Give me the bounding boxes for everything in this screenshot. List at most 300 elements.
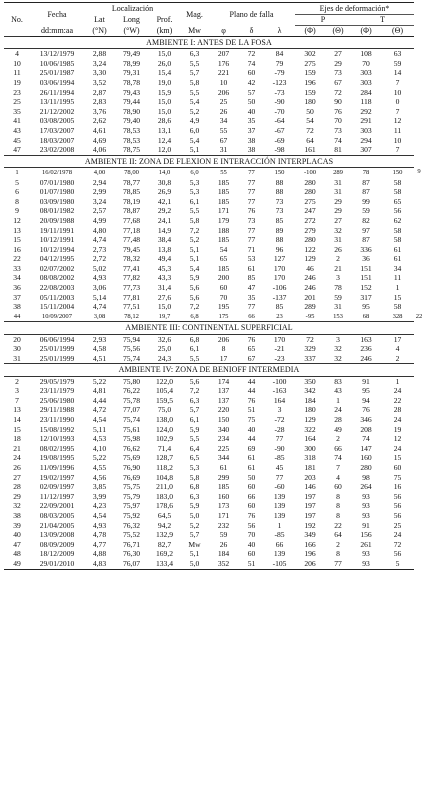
table-cell: 67	[247, 353, 256, 363]
table-cell: 76	[247, 334, 256, 344]
table-cell: -100	[272, 376, 287, 386]
table-cell: 2	[15, 376, 19, 386]
table-cell: 77	[247, 225, 256, 235]
table-cell: 280	[304, 177, 316, 187]
table-cell: 76,07	[115, 559, 148, 569]
col-fecha-format: dd:mm:aa	[30, 26, 84, 37]
table-cell: 88	[275, 177, 284, 187]
table-row	[4, 107, 424, 117]
col-t-phi: (Φ)	[351, 26, 381, 37]
table-cell: 79,31	[122, 68, 141, 78]
table-cell: 87	[362, 187, 370, 197]
table-cell: 5,9	[189, 273, 200, 283]
table-row	[4, 444, 424, 454]
table-cell: 40	[247, 424, 256, 434]
table-cell: 78,19	[122, 196, 141, 206]
table-row	[4, 226, 424, 236]
table-cell: 70	[334, 116, 342, 126]
table-cell: 280	[304, 235, 316, 245]
table-cell: 4,23	[92, 501, 107, 511]
table-cell: 77	[247, 302, 256, 312]
table-cell: 68	[362, 312, 370, 320]
table-cell: 88	[275, 235, 284, 245]
table-cell: 32	[334, 225, 342, 235]
table-cell: -106	[272, 283, 287, 293]
table-cell: 160	[360, 453, 372, 463]
table-cell: 25	[393, 520, 402, 530]
table-cell: 07/01/1980	[39, 177, 75, 187]
table-cell: 43,3	[157, 273, 172, 283]
table-cell: 58	[393, 187, 402, 197]
table-cell: 151	[360, 263, 372, 273]
table-row	[4, 68, 424, 78]
table-cell: 4,53	[92, 434, 107, 444]
table-cell: 22	[334, 520, 342, 530]
table-row	[4, 559, 424, 569]
table-cell: 47	[13, 145, 21, 155]
table-row	[4, 492, 424, 502]
table-cell: 39	[13, 520, 21, 530]
table-cell: 21/04/2005	[39, 520, 75, 530]
table-cell: 0	[395, 97, 400, 107]
table-row	[4, 312, 424, 322]
table-cell: 5,5	[189, 434, 200, 444]
table-cell: 75,74	[122, 353, 141, 363]
table-cell: 29/05/1979	[39, 376, 75, 386]
table-cell: 14,9	[157, 225, 172, 235]
table-cell: 344	[217, 453, 230, 463]
table-cell: 225	[217, 443, 230, 453]
table-cell: 156	[360, 530, 372, 540]
table-cell: 88	[275, 187, 284, 197]
table-cell: 164	[304, 434, 316, 444]
table-cell: 166	[304, 539, 316, 549]
table-cell: -85	[274, 453, 285, 463]
table-cell: 15,0	[157, 97, 172, 107]
table-cell: 66	[275, 539, 284, 549]
table-cell: 4,78	[92, 530, 107, 540]
table-cell: 60	[247, 501, 256, 511]
table-cell: 152	[360, 283, 372, 293]
table-cell: 71	[247, 244, 256, 254]
table-cell: 83	[334, 376, 342, 386]
table-cell: 328	[392, 312, 403, 320]
table-cell: 122,0	[155, 376, 174, 386]
table-cell: 4,54	[92, 415, 107, 424]
table-cell: 4,61	[92, 125, 107, 135]
table-cell: 129	[304, 254, 316, 264]
table-row	[4, 206, 424, 216]
table-cell: 5,5	[189, 206, 200, 216]
table-cell: 35	[247, 292, 256, 302]
table-cell: 75,79	[122, 491, 141, 501]
table-cell: 70	[219, 292, 228, 302]
table-cell: 56	[393, 549, 402, 559]
table-cell: 99	[362, 196, 370, 206]
table-cell: 5,22	[92, 453, 107, 463]
table-cell: 159	[304, 68, 316, 78]
section-2	[4, 155, 424, 322]
table-cell: 19,0	[157, 77, 172, 87]
table-cell: 4,77	[92, 539, 107, 549]
table-cell: 3,24	[92, 196, 107, 206]
table-cell: 28	[393, 405, 402, 415]
table-cell: 65	[247, 344, 256, 354]
table-cell: 3	[336, 334, 340, 344]
table-cell: 175	[218, 312, 229, 320]
table-cell: 188	[217, 225, 230, 235]
table-cell: 43	[13, 125, 21, 135]
table-cell: 72	[393, 539, 402, 549]
table-row	[4, 254, 424, 264]
table-cell: 4,9	[189, 116, 200, 126]
table-cell: -21	[274, 344, 285, 354]
table-cell: 25	[13, 97, 21, 107]
table-cell: 159,5	[155, 395, 174, 405]
table-cell: 6,1	[189, 344, 200, 354]
table-cell: 4,58	[92, 344, 107, 354]
table-cell: 78	[362, 168, 370, 176]
table-cell: 4,93	[92, 273, 107, 283]
table-cell: 66	[247, 491, 256, 501]
table-cell: 78,77	[122, 177, 141, 187]
table-cell: 133,4	[148, 559, 181, 569]
table-cell: 54	[219, 244, 228, 254]
col-t: T	[351, 15, 414, 26]
table-cell: 85	[275, 302, 284, 312]
table-cell: 7,2	[189, 302, 200, 312]
table-cell: 2	[336, 539, 340, 549]
col-lat: Lat	[94, 15, 105, 24]
table-cell: 13	[13, 405, 21, 415]
table-cell: 5,14	[92, 292, 107, 302]
table-cell: 76,90	[122, 462, 141, 472]
table-cell: 25,0	[157, 344, 172, 354]
table-cell: 54	[306, 116, 314, 126]
table-row	[4, 501, 424, 511]
table-cell: 336	[360, 244, 372, 254]
table-cell: 232	[217, 520, 230, 530]
table-cell: 29/11/1988	[39, 405, 75, 415]
table-cell: 15	[393, 453, 402, 463]
table-cell: 146	[304, 482, 316, 492]
table-row	[4, 178, 424, 188]
table-cell: 60	[393, 462, 402, 472]
col-no: No.	[4, 3, 30, 37]
table-cell: 2,93	[92, 334, 107, 344]
table-cell: 275	[304, 196, 316, 206]
table-cell: 11/12/1997	[39, 491, 75, 501]
table-cell: 37	[247, 125, 256, 135]
table-cell: 180	[304, 405, 316, 415]
table-cell: 78	[334, 283, 342, 293]
table-cell: 25/06/1980	[39, 395, 75, 405]
table-cell: 28	[334, 415, 342, 424]
table-cell: 5,3	[189, 462, 200, 472]
table-cell: 31	[334, 177, 342, 187]
table-cell: 22/09/2001	[39, 501, 75, 511]
table-cell: 3,24	[92, 58, 107, 68]
table-cell: 6,0	[190, 168, 199, 176]
table-cell: 38	[247, 145, 256, 155]
table-cell: 264	[360, 482, 372, 492]
table-cell: 3,85	[92, 482, 107, 492]
table-cell: 128,7	[155, 453, 174, 463]
table-cell: 9	[15, 206, 19, 216]
table-cell: 11	[393, 125, 402, 135]
table-cell: 43	[334, 386, 342, 396]
table-cell: 77,73	[122, 283, 141, 293]
table-cell: 139	[273, 491, 286, 501]
section-4	[4, 364, 424, 569]
table-row	[4, 78, 424, 88]
table-cell: 76,32	[122, 520, 141, 530]
table-cell: 79,44	[122, 97, 141, 107]
table-cell: 10/12/1994	[39, 244, 75, 254]
table-cell: 21	[334, 263, 342, 273]
table-cell: 208	[360, 424, 372, 434]
table-cell: 42,1	[157, 196, 172, 206]
col-p-phi: (Φ)	[295, 26, 325, 37]
table-cell: 59	[219, 530, 228, 540]
table-cell: 104,8	[155, 472, 174, 482]
table-cell: 03/06/1994	[39, 77, 75, 87]
table-cell: 81	[334, 145, 342, 155]
table-cell: 78,99	[122, 58, 141, 68]
table-cell: 94,2	[157, 520, 172, 530]
table-cell: 3,76	[92, 106, 107, 116]
table-cell: 90	[334, 97, 342, 107]
table-cell: 3	[336, 273, 340, 283]
table-cell: 72	[334, 87, 342, 97]
table-cell: 27	[13, 472, 21, 482]
table-cell: 24	[13, 453, 21, 463]
table-row	[4, 97, 424, 107]
table-cell: 3,99	[92, 491, 107, 501]
table-cell: 7,2	[189, 225, 200, 235]
table-cell: 60	[247, 482, 256, 492]
table-cell: 08/01/1982	[39, 206, 75, 216]
table-cell: 16	[393, 482, 402, 492]
table-row	[4, 293, 424, 303]
table-cell: 84	[275, 49, 284, 59]
table-cell: 30,8	[157, 177, 172, 187]
table-cell: 4,80	[92, 225, 107, 235]
table-cell: 25/01/1999	[39, 353, 75, 363]
table-cell: 196	[304, 77, 316, 87]
table-cell: 93	[362, 501, 370, 511]
col-p: P	[295, 15, 351, 26]
table-cell: 61	[393, 254, 402, 264]
table-cell: 74	[334, 135, 342, 145]
table-cell: 77	[325, 559, 351, 569]
table-cell: 77	[247, 177, 256, 187]
table-cell: 294	[360, 135, 372, 145]
table-cell: 5,22	[92, 376, 107, 386]
table-cell: 76,22	[122, 386, 141, 396]
table-cell: 161	[304, 145, 316, 155]
table-cell: 98	[362, 472, 370, 482]
table-cell: 31	[334, 302, 342, 312]
table-cell: 272	[304, 215, 316, 225]
table-cell: 184	[217, 549, 230, 559]
table-cell: 35	[247, 116, 256, 126]
table-cell: 29,2	[157, 206, 172, 216]
table-cell: 137	[217, 395, 230, 405]
table-cell: 6,8	[189, 482, 200, 492]
table-cell: 67	[219, 135, 228, 145]
table-cell: 118	[360, 97, 372, 107]
table-cell: 5,5	[189, 353, 200, 363]
table-row	[4, 549, 424, 559]
table-cell: 28,6	[157, 116, 172, 126]
table-cell: 4,88	[92, 549, 107, 559]
table-cell: -137	[272, 292, 287, 302]
table-cell: 15,0	[157, 49, 172, 59]
table-cell: 93	[351, 559, 381, 569]
table-cell: 302	[304, 49, 316, 59]
table-cell: 292	[360, 106, 372, 116]
table-cell: 19/08/1995	[39, 453, 75, 463]
table-cell: 4,93	[92, 520, 107, 530]
table-cell: 10	[13, 58, 21, 68]
table-cell: 20/09/1988	[39, 215, 75, 225]
table-cell: 06/06/1994	[39, 334, 75, 344]
table-cell: 55	[220, 168, 227, 176]
table-cell: 23	[276, 312, 283, 320]
table-cell: 9	[417, 168, 421, 176]
table-cell: 4,00	[93, 168, 106, 176]
table-cell: 108	[360, 49, 372, 59]
table-cell: 26	[219, 539, 228, 549]
table-row	[4, 116, 424, 126]
table-cell: 19	[13, 77, 21, 87]
table-cell: 5,8	[189, 215, 200, 225]
table-cell: 50	[247, 472, 256, 482]
table-cell: 139	[273, 501, 286, 511]
table-cell: 44	[247, 434, 256, 444]
table-cell: 13,8	[157, 244, 172, 254]
table-cell: -67	[274, 125, 285, 135]
table-cell: 261	[360, 539, 372, 549]
table-cell: 23	[13, 87, 21, 97]
table-cell: 13/09/2008	[39, 530, 75, 540]
table-cell: 42	[247, 77, 256, 87]
table-cell: 05/11/2003	[39, 292, 75, 302]
table-cell: 89	[275, 225, 284, 235]
table-cell: 122	[304, 244, 316, 254]
table-cell: 7	[395, 77, 400, 87]
table-cell: 150	[217, 415, 230, 424]
table-cell: 37	[13, 292, 21, 302]
table-cell: 75,80	[122, 376, 141, 386]
table-cell: -28	[274, 424, 285, 434]
table-cell: 197	[304, 510, 316, 520]
table-cell: 73	[247, 215, 256, 225]
table-cell: 137	[217, 386, 230, 396]
table-cell: 4,83	[84, 559, 115, 569]
table-cell: 61	[219, 462, 228, 472]
table-cell: 5	[381, 559, 414, 569]
col-p-theta: (Θ)	[325, 26, 351, 37]
table-row	[4, 216, 424, 226]
table-cell: 71,4	[157, 443, 172, 453]
table-cell: 15,0	[157, 302, 172, 312]
table-cell: 17	[219, 353, 228, 363]
table-cell: 322	[304, 424, 316, 434]
table-cell: 36	[362, 254, 370, 264]
table-cell: 62	[393, 215, 402, 225]
table-cell: 183,0	[155, 491, 174, 501]
table-cell: -72	[274, 415, 285, 424]
table-cell: 8	[221, 344, 226, 354]
table-cell: 24,3	[157, 353, 172, 363]
table-cell: 5,5	[189, 58, 200, 68]
section-3	[4, 322, 424, 364]
table-cell: 73	[334, 68, 342, 78]
section-title: AMBIENTE III: CONTINENTAL SUPERFICIAL	[4, 322, 414, 334]
table-cell: 49,4	[157, 254, 172, 264]
table-cell: 49	[334, 424, 342, 434]
table-cell: 19/11/1991	[39, 225, 75, 235]
table-cell: 91	[362, 520, 370, 530]
table-cell: 46	[306, 263, 314, 273]
table-cell: 61	[393, 244, 402, 254]
table-cell: 151	[360, 273, 372, 283]
table-cell: 26,9	[157, 187, 172, 197]
table-cell: 26	[13, 462, 21, 472]
table-cell: 97	[362, 225, 370, 235]
table-cell: 185	[217, 187, 230, 197]
table-cell: 280	[360, 462, 372, 472]
table-cell: -100	[303, 168, 317, 176]
table-cell: -64	[274, 116, 285, 126]
table-cell: 93	[362, 549, 370, 559]
table-cell: 75,94	[122, 334, 141, 344]
table-cell: 08/09/2009	[39, 539, 75, 549]
table-cell: 25/01/1987	[39, 68, 75, 78]
table-cell: 24	[393, 386, 402, 396]
table-cell: 32,6	[157, 334, 172, 344]
table-cell: 29	[334, 206, 342, 216]
table-cell: 19,7	[158, 312, 171, 320]
table-cell: 77	[247, 187, 256, 197]
table-cell: 3	[15, 386, 19, 396]
table-cell: 105,4	[155, 386, 174, 396]
table-cell: 02/09/1997	[39, 482, 75, 492]
table-cell: 73	[334, 125, 342, 135]
section-1	[4, 37, 424, 156]
table-row	[4, 511, 424, 521]
table-cell: 78,12	[124, 312, 139, 320]
table-cell: 1	[395, 376, 400, 386]
table-cell: 58	[393, 225, 402, 235]
table-cell: 77,81	[122, 292, 141, 302]
table-cell: 5,8	[189, 472, 200, 482]
table-cell: 76,71	[122, 539, 141, 549]
table-cell: 72	[306, 125, 314, 135]
table-cell: 22/08/2003	[39, 283, 75, 293]
table-cell: 79,45	[122, 244, 141, 254]
table-cell: 56	[393, 510, 402, 520]
table-cell: 79,49	[122, 49, 141, 59]
table-cell: 185	[217, 482, 230, 492]
table-cell: 74	[334, 453, 342, 463]
table-cell: 76,69	[122, 472, 141, 482]
table-cell: 61	[247, 453, 256, 463]
table-cell: 5,6	[189, 376, 200, 386]
table-cell: 275	[304, 58, 316, 68]
